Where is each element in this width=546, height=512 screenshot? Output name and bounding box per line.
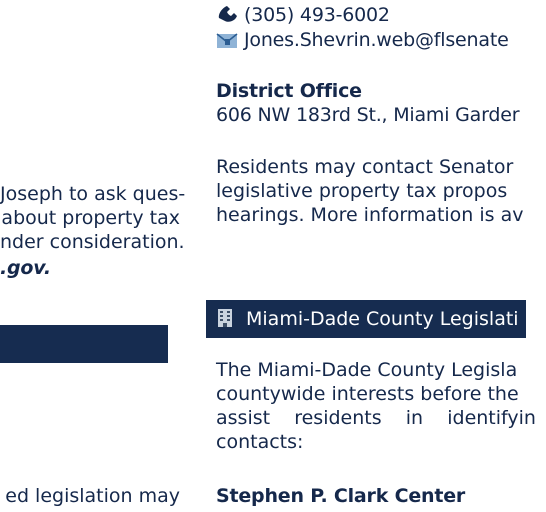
section-header-title: Miami-Dade County Legislati [246, 308, 519, 330]
left-bottom-line: ed legislation may [5, 485, 180, 507]
email-icon [216, 31, 238, 55]
left-paragraph-link[interactable]: .gov. [0, 257, 51, 279]
phone-icon [216, 4, 238, 30]
left-section-bar [0, 325, 168, 363]
left-paragraph-line2: about property tax [1, 207, 180, 229]
delegation-paragraph: The Miami-Dade County Legisla countywide interests before the assist residents in identifyin contacts: [216, 359, 536, 453]
delegation-justified-line: assist residents in identifyin [216, 407, 536, 429]
residents-paragraph: Residents may contact Senator legislative property tax propos hearings. More information is av [216, 156, 524, 226]
clark-center-heading: Stephen P. Clark Center [216, 485, 466, 507]
section-header-bar [206, 300, 526, 338]
district-office-heading: District Office [216, 80, 362, 102]
phone-number[interactable]: (305) 493-6002 [244, 4, 390, 26]
building-icon [216, 303, 234, 341]
district-office-address: 606 NW 183rd St., Miami Garder [216, 104, 520, 126]
phone-line [216, 3, 390, 30]
email-address[interactable]: Jones.Shevrin.web@flsenate [244, 29, 509, 51]
email-line [216, 28, 509, 55]
left-paragraph-line1: Joseph to ask ques- [0, 183, 186, 205]
left-paragraph-line3: nder consideration. [0, 231, 185, 253]
